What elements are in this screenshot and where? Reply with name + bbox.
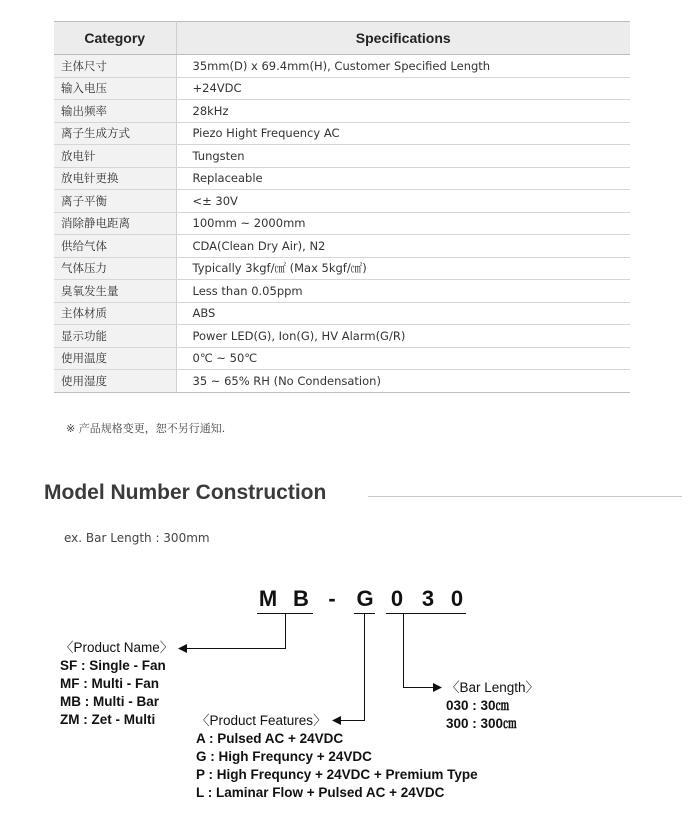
spec-value: Less than 0.05ppm [176,280,630,303]
spec-value: 35 ~ 65% RH (No Condensation) [176,370,630,393]
product-name-item: SF : Single - Fan [60,658,166,673]
connector-bar-length [404,614,435,688]
spec-key: 臭氧发生量 [54,280,176,303]
connector-product-name [186,614,286,649]
spec-value: Piezo Hight Frequency AC [176,122,630,145]
spec-key: 使用温度 [54,347,176,370]
bar-length-item: 300 : 300㎝ [446,716,517,731]
product-features-item: G : High Frequncy + 24VDC [196,749,372,764]
code-char-g: G [356,586,374,611]
spec-change-note: ※ 产品规格变更，恕不另行通知. [66,422,226,435]
spec-key: 输入电压 [54,77,176,100]
spec-value: Replaceable [176,167,630,190]
product-features-item: P : High Frequncy + 24VDC + Premium Type [196,767,478,782]
product-features-item: L : Laminar Flow + Pulsed AC + 24VDC [196,785,445,800]
code-char-m: M [258,586,278,611]
product-name-item: MB : Multi - Bar [60,694,159,709]
code-char-0b: 0 [450,586,464,611]
spec-value: 28kHz [176,100,630,123]
spec-value: +24VDC [176,77,630,100]
spec-key: 气体压力 [54,257,176,280]
arrow-left-product-name [178,644,187,653]
spec-value: Power LED(G), Ion(G), HV Alarm(G/R) [176,325,630,348]
code-char-0a: 0 [390,586,404,611]
product-features-title: 〈Product Features〉 [196,713,327,728]
spec-value: Tungsten [176,145,630,168]
code-char-b: B [293,586,309,611]
connector-product-features [340,614,365,721]
spec-key: 放电针 [54,145,176,168]
bar-length-title: 〈Bar Length〉 [446,680,540,695]
spec-key: 供给气体 [54,235,176,258]
spec-key: 放电针更换 [54,167,176,190]
spec-key: 输出频率 [54,100,176,123]
product-name-item: MF : Multi - Fan [60,676,159,691]
product-features-block [196,712,478,802]
product-name-title: 〈Product Name〉 [60,640,174,655]
spec-key: 使用湿度 [54,370,176,393]
spec-value: Typically 3kgf/㎠ (Max 5kgf/㎠) [176,257,630,280]
spec-value: ABS [176,302,630,325]
bar-length-item: 030 : 30㎝ [446,698,510,713]
header-category: Category [54,22,176,55]
code-char-dash: - [328,586,336,611]
product-name-block [60,639,173,729]
product-name-item: ZM : Zet - Multi [60,712,156,727]
spec-value: 100mm ~ 2000mm [176,212,630,235]
bar-length-block [446,679,539,733]
spec-value: 0℃ ~ 50℃ [176,347,630,370]
code-char-3: 3 [421,586,435,611]
spec-key: 离子平衡 [54,190,176,213]
spec-key: 显示功能 [54,325,176,348]
spec-key: 主体材质 [54,302,176,325]
spec-key: 主体尺寸 [54,55,176,78]
spec-key: 消除静电距离 [54,212,176,235]
spec-key: 离子生成方式 [54,122,176,145]
section-title: Model Number Construction [44,481,327,504]
spec-value: <± 30V [176,190,630,213]
spec-value: CDA(Clean Dry Air), N2 [176,235,630,258]
header-specifications: Specifications [176,22,630,55]
example-text: ex. Bar Length : 300mm [64,531,210,545]
spec-value: 35mm(D) x 69.4mm(H), Customer Specified Length [176,55,630,78]
arrow-right-bar-length [433,683,442,692]
product-features-item: A : Pulsed AC + 24VDC [196,731,344,746]
